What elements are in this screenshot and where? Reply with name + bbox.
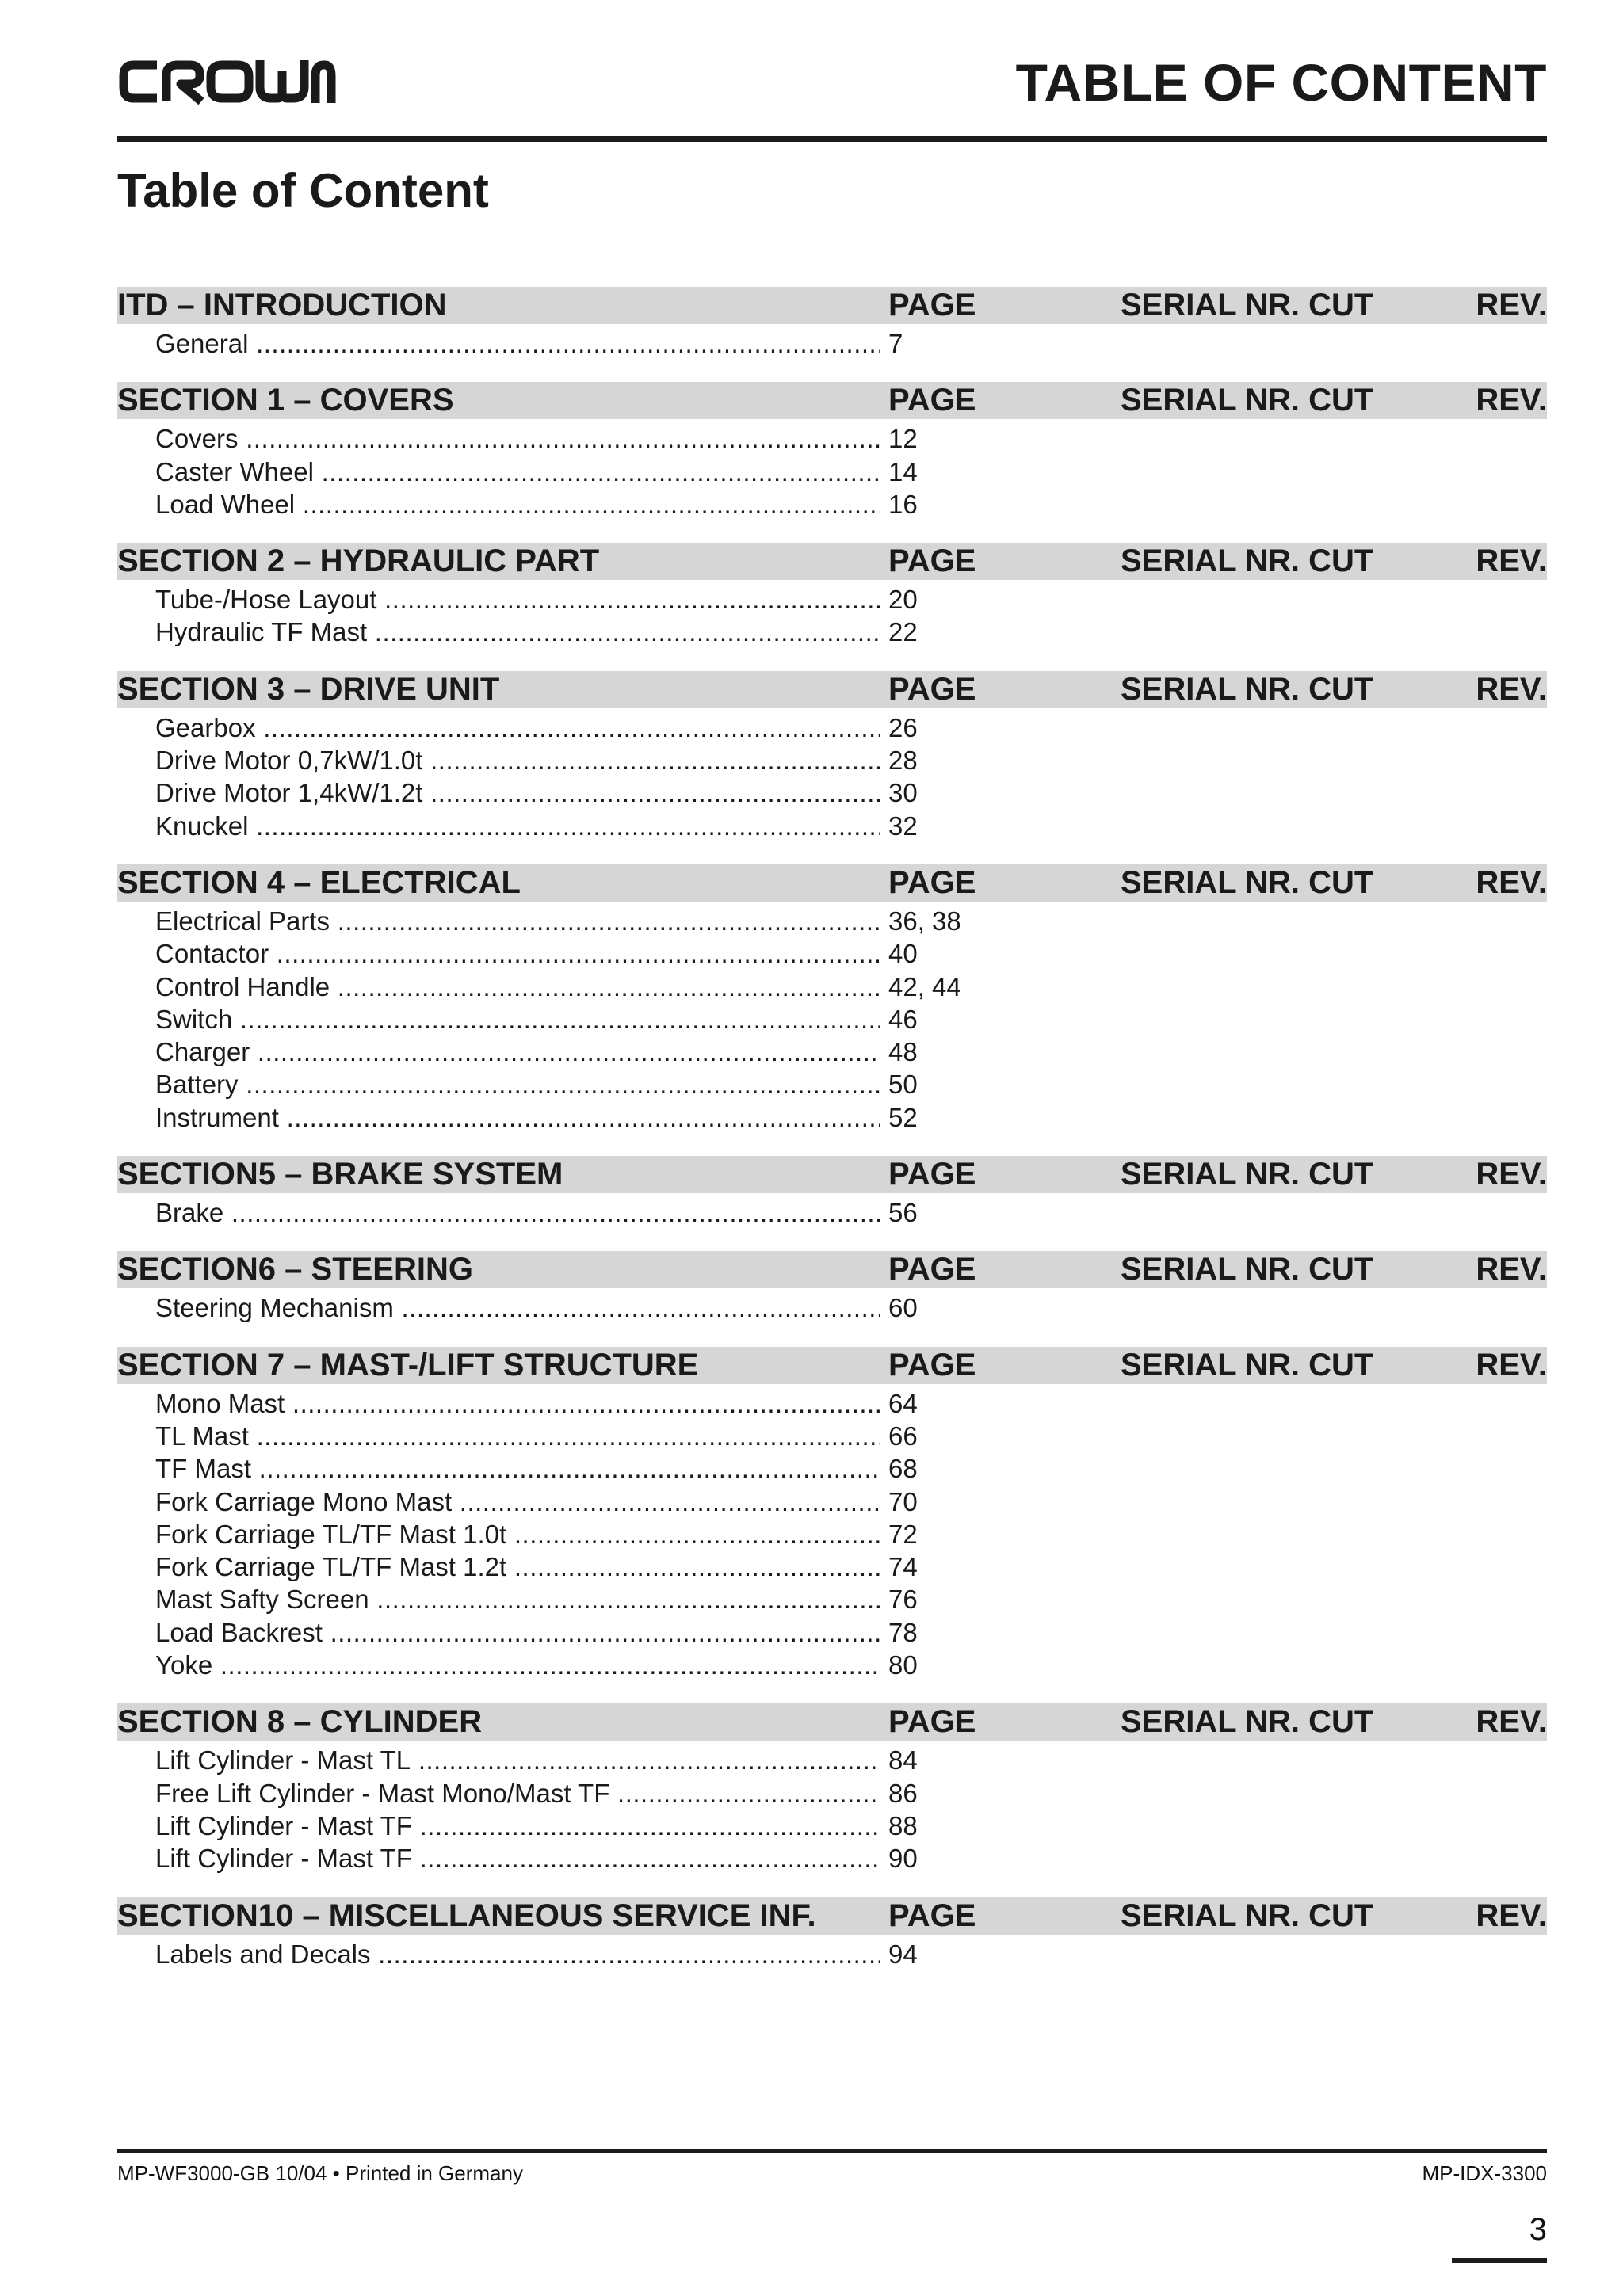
section-header-bar <box>117 1251 1547 1288</box>
section-header-bar <box>117 1897 1547 1935</box>
entry-page-number: 74 <box>888 1552 918 1582</box>
toc-entry[interactable] <box>117 971 1547 1003</box>
entry-page-number: 40 <box>888 939 918 969</box>
toc-entry[interactable] <box>117 1420 1547 1452</box>
toc-entry[interactable] <box>117 1387 1547 1420</box>
entry-label: Load Backrest ..... <box>155 1618 880 1648</box>
entry-label: Mono Mast ..... <box>155 1389 880 1419</box>
section-entries <box>117 1384 1547 1682</box>
toc-entry[interactable] <box>117 711 1547 744</box>
section-header-bar <box>117 382 1547 419</box>
entry-label: Electrical Parts ..... <box>155 906 880 936</box>
toc-entry[interactable] <box>117 776 1547 809</box>
section-title: ITD – INTRODUCTION <box>117 288 447 322</box>
entry-page-number: 72 <box>888 1519 918 1549</box>
entry-page-number: 16 <box>888 489 918 519</box>
toc-entry[interactable] <box>117 1035 1547 1068</box>
column-label-rev: REV. <box>1476 864 1547 900</box>
toc-entry[interactable] <box>117 456 1547 488</box>
column-label-rev: REV. <box>1476 543 1547 579</box>
entry-page-number: 28 <box>888 746 918 776</box>
entry-page-number: 26 <box>888 712 918 742</box>
toc-entry[interactable] <box>117 616 1547 648</box>
section-title: SECTION 2 – HYDRAULIC PART <box>117 543 600 579</box>
toc-section <box>117 1897 1547 1970</box>
toc-entry[interactable] <box>117 937 1547 970</box>
entry-page-number: 60 <box>888 1293 918 1323</box>
entry-page-number: 7 <box>888 329 903 358</box>
toc-section <box>117 287 1547 360</box>
section-entries <box>117 902 1547 1134</box>
entry-page-number: 42, 44 <box>888 971 961 1001</box>
toc-entry[interactable] <box>117 1810 1547 1842</box>
entry-label: Mast Safty Screen ..... <box>155 1585 880 1615</box>
toc-section <box>117 1251 1547 1324</box>
section-entries <box>117 580 1547 649</box>
toc-entry[interactable] <box>117 1196 1547 1229</box>
section-title: SECTION6 – STEERING <box>117 1252 473 1287</box>
entry-label: Instrument ..... <box>155 1103 880 1133</box>
entry-page-number: 14 <box>888 456 918 486</box>
toc-section <box>117 864 1547 1134</box>
entry-label: Brake ..... <box>155 1198 880 1228</box>
entry-label: Drive Motor 0,7kW/1.0t ..... <box>155 746 880 776</box>
toc-section <box>117 1156 1547 1229</box>
section-entries <box>117 1288 1547 1324</box>
entry-label: Free Lift Cylinder - Mast Mono/Mast TF ..... <box>155 1779 880 1809</box>
entry-label: TL Mast ..... <box>155 1421 880 1451</box>
page-number-rule <box>1452 2258 1547 2263</box>
section-header-bar <box>117 671 1547 708</box>
entry-page-number: 30 <box>888 778 918 808</box>
entry-page-number: 48 <box>888 1037 918 1067</box>
footer-index-code: MP-IDX-3300 <box>1422 2161 1547 2185</box>
column-label-serial: SERIAL NR. CUT <box>1121 1252 1374 1287</box>
toc-entry[interactable] <box>117 422 1547 455</box>
section-entries <box>117 708 1547 842</box>
toc-entry[interactable] <box>117 905 1547 937</box>
footer-document-id: MP-WF3000-GB 10/04 • Printed in Germany <box>117 2161 523 2185</box>
column-label-page: PAGE <box>888 1347 976 1383</box>
toc-entry[interactable] <box>117 744 1547 776</box>
entry-label: Knuckel ..... <box>155 811 880 841</box>
section-entries <box>117 1741 1547 1875</box>
entry-page-number: 20 <box>888 585 918 615</box>
toc-entry[interactable] <box>117 1101 1547 1134</box>
column-label-rev: REV. <box>1476 1252 1547 1287</box>
toc-entry[interactable] <box>117 1068 1547 1100</box>
column-label-serial: SERIAL NR. CUT <box>1121 1897 1374 1933</box>
column-label-rev: REV. <box>1476 288 1547 322</box>
entry-label: Lift Cylinder - Mast TF ..... <box>155 1844 880 1874</box>
entry-page-number: 64 <box>888 1388 918 1418</box>
column-label-rev: REV. <box>1476 1704 1547 1740</box>
toc-entry[interactable] <box>117 1842 1547 1875</box>
document-title: TABLE OF CONTENT <box>1015 53 1547 112</box>
column-label-page: PAGE <box>888 1252 976 1287</box>
toc-entry[interactable] <box>117 327 1547 360</box>
entry-label: Load Wheel ..... <box>155 490 880 520</box>
column-label-rev: REV. <box>1476 671 1547 707</box>
toc-entry[interactable] <box>117 1452 1547 1485</box>
section-entries <box>117 324 1547 360</box>
entry-label: Labels and Decals ..... <box>155 1939 880 1970</box>
toc-entry[interactable] <box>117 810 1547 842</box>
toc-entry[interactable] <box>117 488 1547 521</box>
entry-label: TF Mast ..... <box>155 1454 880 1484</box>
entry-label: Lift Cylinder - Mast TF ..... <box>155 1811 880 1841</box>
entry-page-number: 36, 38 <box>888 906 961 936</box>
section-title: SECTION 3 – DRIVE UNIT <box>117 671 500 707</box>
entry-label: Steering Mechanism ..... <box>155 1293 880 1323</box>
page-header <box>117 49 1547 142</box>
section-header-bar <box>117 864 1547 902</box>
section-header-bar <box>117 1703 1547 1741</box>
section-header-bar <box>117 543 1547 580</box>
section-title: SECTION 1 – COVERS <box>117 383 454 418</box>
entry-page-number: 32 <box>888 810 918 841</box>
entry-page-number: 12 <box>888 424 918 454</box>
toc-entry[interactable] <box>117 1550 1547 1583</box>
toc-section <box>117 543 1547 649</box>
column-label-rev: REV. <box>1476 1347 1547 1383</box>
entry-page-number: 52 <box>888 1102 918 1132</box>
toc-entry[interactable] <box>117 1518 1547 1550</box>
page-number: 3 <box>1529 2212 1547 2247</box>
section-title: SECTION5 – BRAKE SYSTEM <box>117 1157 563 1192</box>
entry-page-number: 78 <box>888 1617 918 1647</box>
entry-page-number: 50 <box>888 1070 918 1100</box>
crown-logo <box>117 55 336 108</box>
toc-entry[interactable] <box>117 1938 1547 1970</box>
column-label-rev: REV. <box>1476 1157 1547 1192</box>
toc-entry[interactable] <box>117 1486 1547 1518</box>
entry-label: Tube-/Hose Layout ..... <box>155 585 880 615</box>
entry-page-number: 68 <box>888 1454 918 1484</box>
section-entries <box>117 1193 1547 1229</box>
column-label-serial: SERIAL NR. CUT <box>1121 1347 1374 1383</box>
column-label-page: PAGE <box>888 288 976 322</box>
column-label-serial: SERIAL NR. CUT <box>1121 543 1374 579</box>
toc-section <box>117 382 1547 521</box>
entry-page-number: 56 <box>888 1198 918 1228</box>
entry-label: Control Handle ..... <box>155 972 880 1002</box>
column-label-page: PAGE <box>888 1157 976 1192</box>
entry-label: Drive Motor 1,4kW/1.2t ..... <box>155 778 880 808</box>
entry-label: Fork Carriage Mono Mast ..... <box>155 1487 880 1517</box>
entry-page-number: 46 <box>888 1004 918 1034</box>
entry-label: Lift Cylinder - Mast TL ..... <box>155 1745 880 1775</box>
toc-entry[interactable] <box>117 1649 1547 1681</box>
toc-section <box>117 1347 1547 1682</box>
page-heading: Table of Content <box>117 164 489 217</box>
toc-entry[interactable] <box>117 1003 1547 1035</box>
entry-page-number: 88 <box>888 1810 918 1840</box>
entry-label: Contactor ..... <box>155 939 880 969</box>
section-entries <box>117 1935 1547 1970</box>
toc-entry[interactable] <box>117 1777 1547 1810</box>
toc-entry[interactable] <box>117 1616 1547 1649</box>
entry-label: Charger ..... <box>155 1037 880 1067</box>
entry-label: Switch ..... <box>155 1005 880 1035</box>
table-of-contents <box>117 287 1547 1993</box>
entry-label: Battery ..... <box>155 1070 880 1100</box>
column-label-serial: SERIAL NR. CUT <box>1121 288 1374 322</box>
entry-label: Covers ..... <box>155 424 880 454</box>
toc-section <box>117 1703 1547 1875</box>
entry-page-number: 22 <box>888 617 918 647</box>
entry-label: Yoke ..... <box>155 1650 880 1680</box>
entry-label: General ..... <box>155 329 880 359</box>
toc-entry[interactable] <box>117 1744 1547 1776</box>
section-title: SECTION10 – MISCELLANEOUS SERVICE INF. <box>117 1897 816 1933</box>
entry-label: Hydraulic TF Mast ..... <box>155 617 880 647</box>
column-label-page: PAGE <box>888 1704 976 1740</box>
column-label-serial: SERIAL NR. CUT <box>1121 1157 1374 1192</box>
column-label-serial: SERIAL NR. CUT <box>1121 383 1374 418</box>
section-header-bar <box>117 1156 1547 1193</box>
page-footer <box>117 2149 1547 2201</box>
toc-section <box>117 671 1547 842</box>
section-title: SECTION 4 – ELECTRICAL <box>117 864 521 900</box>
entry-page-number: 70 <box>888 1486 918 1516</box>
column-label-rev: REV. <box>1476 383 1547 418</box>
section-header-bar <box>117 1347 1547 1384</box>
toc-entry[interactable] <box>117 583 1547 616</box>
entry-page-number: 84 <box>888 1745 918 1775</box>
entry-page-number: 90 <box>888 1844 918 1874</box>
toc-entry[interactable] <box>117 1291 1547 1324</box>
column-label-page: PAGE <box>888 1897 976 1933</box>
section-entries <box>117 419 1547 521</box>
entry-page-number: 94 <box>888 1939 918 1969</box>
column-label-page: PAGE <box>888 383 976 418</box>
entry-page-number: 80 <box>888 1650 918 1680</box>
entry-page-number: 66 <box>888 1421 918 1451</box>
column-label-rev: REV. <box>1476 1897 1547 1933</box>
entry-label: Fork Carriage TL/TF Mast 1.2t ..... <box>155 1552 880 1582</box>
entry-label: Caster Wheel ..... <box>155 457 880 487</box>
entry-label: Fork Carriage TL/TF Mast 1.0t ..... <box>155 1520 880 1550</box>
column-label-serial: SERIAL NR. CUT <box>1121 671 1374 707</box>
section-title: SECTION 7 – MAST-/LIFT STRUCTURE <box>117 1347 699 1383</box>
entry-label: Gearbox ..... <box>155 713 880 743</box>
column-label-serial: SERIAL NR. CUT <box>1121 864 1374 900</box>
entry-page-number: 76 <box>888 1585 918 1615</box>
column-label-serial: SERIAL NR. CUT <box>1121 1704 1374 1740</box>
entry-page-number: 86 <box>888 1778 918 1808</box>
column-label-page: PAGE <box>888 671 976 707</box>
column-label-page: PAGE <box>888 543 976 579</box>
section-title: SECTION 8 – CYLINDER <box>117 1704 483 1740</box>
section-header-bar <box>117 287 1547 324</box>
column-label-page: PAGE <box>888 864 976 900</box>
toc-entry[interactable] <box>117 1583 1547 1615</box>
